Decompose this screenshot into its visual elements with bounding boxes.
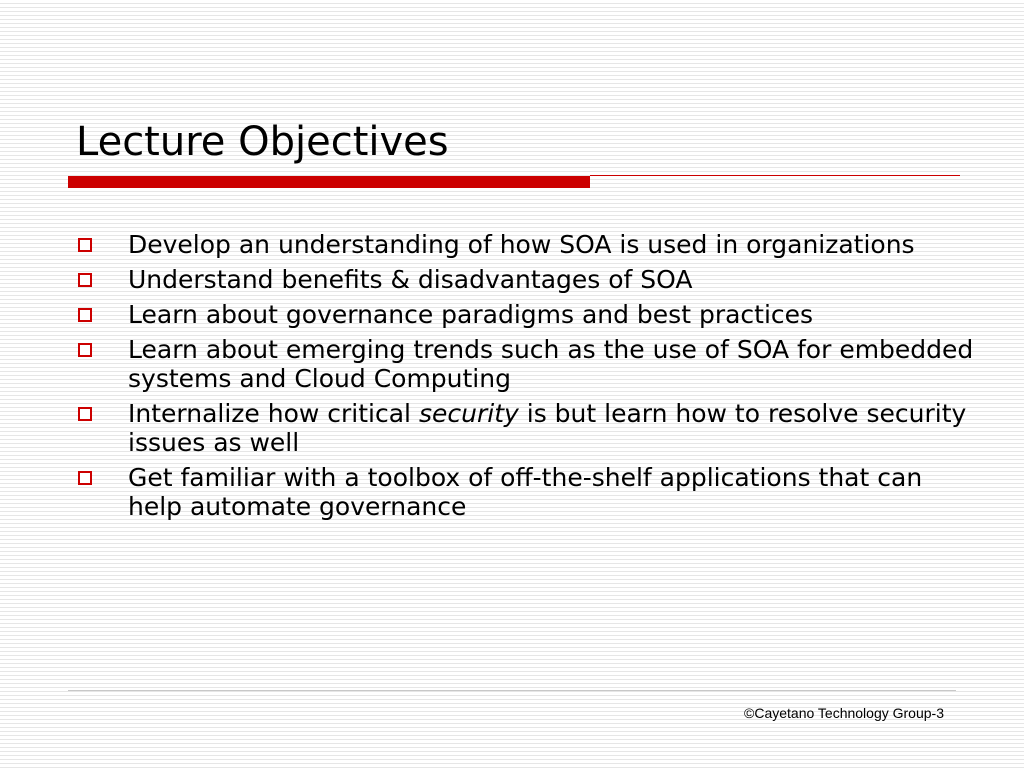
- hollow-square-bullet-icon: [78, 471, 92, 485]
- hollow-square-bullet-icon: [78, 308, 92, 322]
- bullet-text: Develop an understanding of how SOA is used in organizations: [128, 230, 915, 259]
- list-item: [76, 463, 976, 521]
- list-item: [76, 399, 976, 457]
- bullet-text: Get familiar with a toolbox of off-the-shelf applications that can help automate governance: [128, 463, 923, 521]
- objectives-list: [76, 230, 976, 527]
- title-underline-thick: [68, 176, 590, 188]
- bullet-text: Learn about governance paradigms and best practices: [128, 300, 814, 329]
- bullet-text: Understand benefits & disadvantages of SOA: [128, 265, 693, 294]
- hollow-square-bullet-icon: [78, 273, 92, 287]
- hollow-square-bullet-icon: [78, 238, 92, 252]
- hollow-square-bullet-icon: [78, 343, 92, 357]
- bullet-text: Learn about emerging trends such as the use of SOA for embedded systems and Cloud Computing: [128, 335, 974, 393]
- list-item: [76, 300, 976, 329]
- bullet-text: [128, 399, 966, 457]
- bullet-text-before: Internalize how critical: [128, 399, 419, 428]
- footer-copyright: ©Cayetano Technology Group-3: [744, 705, 944, 721]
- bullet-text-emphasis: security: [418, 399, 519, 428]
- slide-title: Lecture Objectives: [76, 119, 449, 165]
- list-item: [76, 265, 976, 294]
- footer-divider: [68, 690, 956, 691]
- list-item: [76, 335, 976, 393]
- hollow-square-bullet-icon: [78, 407, 92, 421]
- title-underline-thin: [590, 175, 960, 176]
- bullet-text-after: is but learn how to resolve security issues as well: [128, 399, 967, 457]
- list-item: [76, 230, 976, 259]
